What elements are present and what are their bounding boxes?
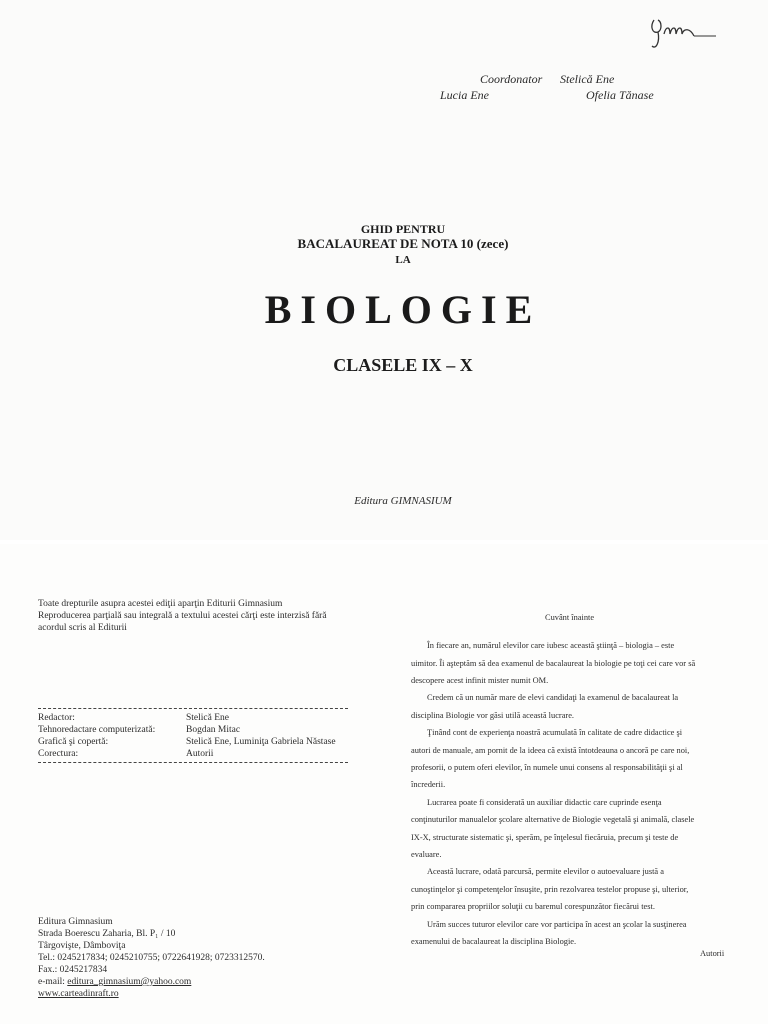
preface-line: conţinuturilor manualelor şcolare alternative de Biologie vegetală şi animală, clasele xyxy=(411,815,695,824)
credit-role: Tehnoredactare computerizată: xyxy=(38,725,156,735)
book-subject-title: BIOLOGIE xyxy=(264,287,542,332)
preface-line: uimitor. Îi aşteptăm să dea examenul de bacalaureat la biologie pe toţi cei care vor să xyxy=(411,659,696,668)
handwritten-signature xyxy=(648,12,720,52)
preface-line: Lucrarea poate fi considerată un auxiliar didactic care cuprinde esenţa xyxy=(427,798,662,807)
divider xyxy=(38,762,348,763)
title-line-3: LA xyxy=(395,254,411,266)
credit-role: Grafică şi copertă: xyxy=(38,737,109,747)
coordinator-label: Coordonator xyxy=(480,72,543,86)
publisher-address-line: Târgovişte, Dâmboviţa xyxy=(38,941,126,951)
publisher-address-line: Strada Boerescu Zaharia, Bl. P₁ / 10 xyxy=(38,929,176,939)
preface-line: IX-X, structurate sistematic şi, sperăm, pe înţelesul fiecăruia, precum şi teste de xyxy=(411,833,679,842)
preface-signature: Autorii xyxy=(700,949,725,958)
preface-line: examenului de bacalaureat la disciplina Biologie. xyxy=(411,937,577,946)
author-name: Lucia Ene xyxy=(440,88,489,102)
publisher-name: Editura GIMNASIUM xyxy=(354,495,452,507)
credit-name: Stelică Ene, Luminiţa Gabriela Năstase xyxy=(186,737,336,747)
preface-heading: Cuvânt înainte xyxy=(545,613,595,622)
publisher-address-line: Editura Gimnasium xyxy=(38,917,113,927)
credit-role: Redactor: xyxy=(38,713,75,723)
preface-line: disciplina Biologie vor găsi utilă această lucrare. xyxy=(411,711,575,720)
credit-name: Bogdan Mitac xyxy=(186,725,241,735)
preface-line: prin compararea propriilor soluţii cu baremul corespunzător fiecărui test. xyxy=(411,902,655,911)
credit-role: Corectura: xyxy=(38,749,79,759)
grades-subtitle: CLASELE IX – X xyxy=(333,355,473,375)
credit-name: Autorii xyxy=(186,749,214,759)
preface-line: Ţinând cont de experienţa noastră acumulată în calitate de cadre didactice şi xyxy=(427,728,683,737)
publisher-fax: Fax.: 0245217834 xyxy=(38,965,108,975)
copyright-and-preface-page xyxy=(0,544,768,1024)
author-name: Ofelia Tănase xyxy=(586,88,654,102)
publisher-phone: Tel.: 0245217834; 0245210755; 0722641928; 0723312570. xyxy=(38,953,265,963)
rights-line: Reproducerea parţială sau integrală a textului acestei cărţi este interzisă fără xyxy=(38,611,327,621)
title-line-1: GHID PENTRU xyxy=(360,222,446,236)
credit-name: Stelică Ene xyxy=(186,713,229,723)
coordinator-name: Stelică Ene xyxy=(560,72,615,86)
title-line-2: BACALAUREAT DE NOTA 10 (zece) xyxy=(297,236,509,251)
email-label: e-mail: xyxy=(38,977,68,987)
preface-line: Credem că un număr mare de elevi candidaţi la examenul de bacalaureat la xyxy=(427,693,679,702)
divider xyxy=(38,708,348,709)
preface-line: Această lucrare, odată parcursă, permite elevilor o autoevaluare justă a xyxy=(427,867,664,876)
preface-line: evaluare. xyxy=(411,850,442,859)
preface-line: profesorii, o putem oferi elevilor, în numele unui consens al responsabilităţii şi al xyxy=(411,763,683,772)
publisher-email-row xyxy=(38,976,191,988)
preface-line: descopere acest infinit mister numit OM. xyxy=(411,676,549,685)
preface-line: încrederii. xyxy=(411,780,446,789)
rights-line: Toate drepturile asupra acestei ediţii aparţin Editurii Gimnasium xyxy=(38,599,283,609)
preface-line: cunoştinţelor şi competenţelor însuşite, prin rezolvarea testelor propuse şi, ulterior, xyxy=(411,885,689,894)
preface-line: autori de manuale, am pornit de la ideea că există întotdeauna o ancoră pe care noi, xyxy=(411,746,690,755)
email-link[interactable]: editura_gimnasium@yahoo.com xyxy=(67,977,192,987)
preface-line: Urăm succes tuturor elevilor care vor participa în acest an şcolar la susţinerea xyxy=(427,920,687,929)
website-link[interactable]: www.carteadinraft.ro xyxy=(38,989,119,999)
preface-line: În fiecare an, numărul elevilor care iubesc această ştiinţă – biologia – este xyxy=(427,641,675,650)
rights-line: acordul scris al Editurii xyxy=(38,623,127,633)
